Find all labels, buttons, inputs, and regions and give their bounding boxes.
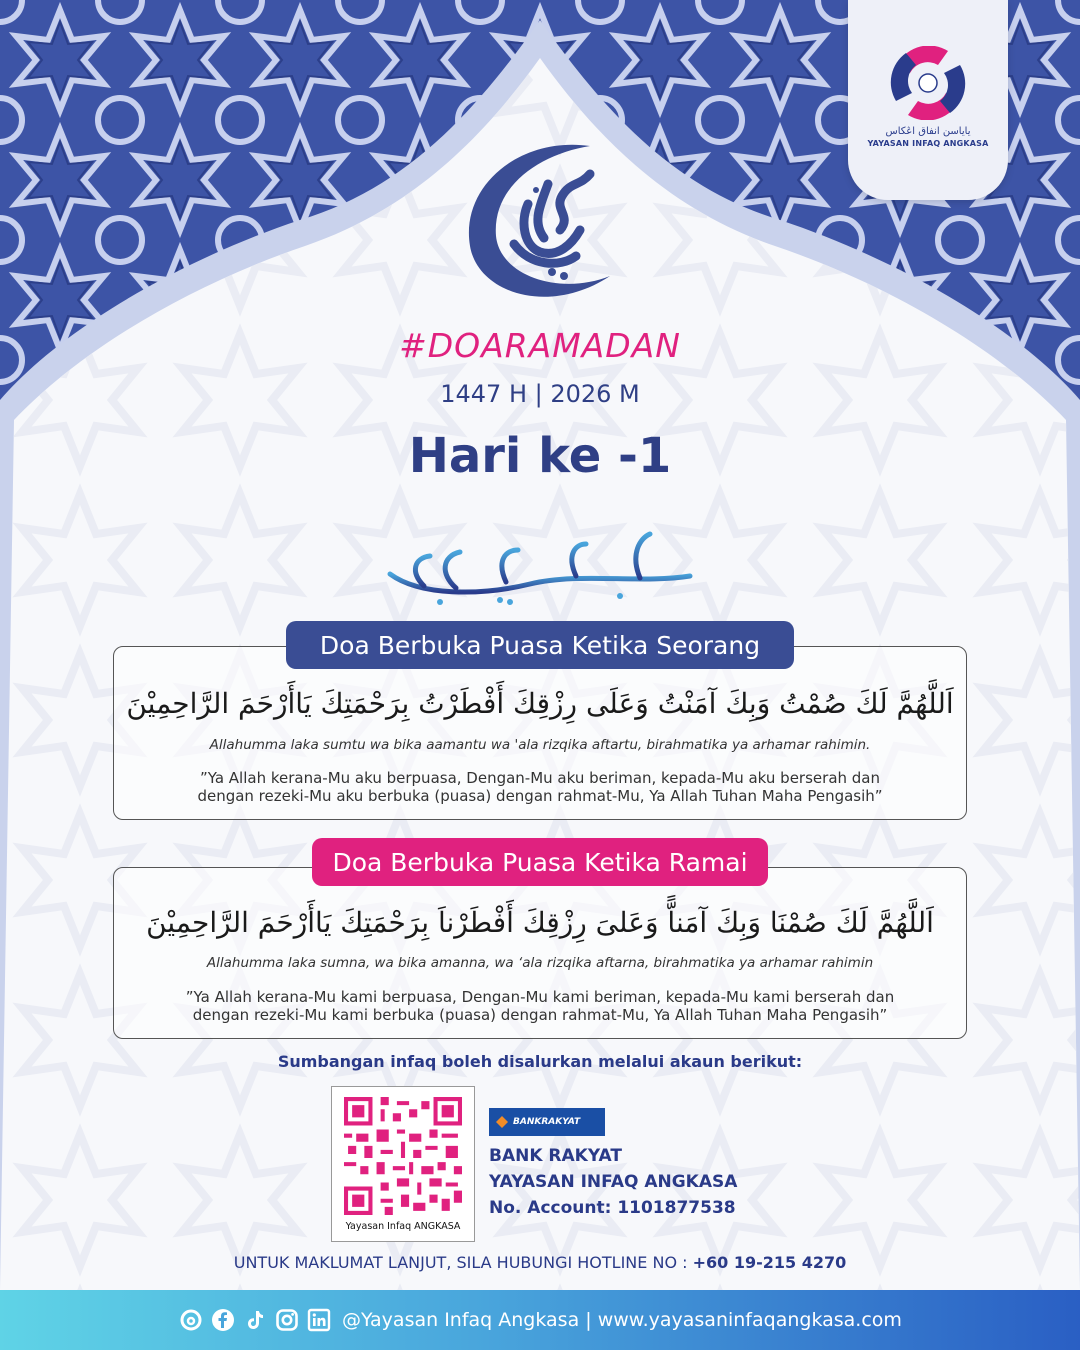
doa-title-seorang: Doa Berbuka Puasa Ketika Seorang — [286, 621, 794, 669]
qr-code-card[interactable] — [331, 1086, 475, 1242]
hotline-label: UNTUK MAKLUMAT LANJUT, SILA HUBUNGI HOTLINE NO : — [233, 1253, 693, 1272]
logo-name-arabic: ياياسن انفاق اڠكاس — [885, 126, 971, 137]
donation-title: Sumbangan infaq boleh disalurkan melalui akaun berikut: — [277, 1052, 803, 1071]
doa-transliteration: Allahumma laka sumtu wa bika aamantu wa 'ala rizqika aftartu, birahmatika ya arhamar rahimin. — [209, 737, 871, 753]
qr-label: Yayasan Infaq ANGKASA — [345, 1221, 461, 1232]
doa-transliteration: Allahumma laka sumna, wa bika amanna, wa ‘ala rizqika aftarna, birahmatika ya arhamar rahimin — [206, 955, 874, 971]
linkedin-icon[interactable] — [306, 1307, 332, 1333]
bank-rakyat-emblem-icon — [495, 1115, 509, 1129]
tiktok-icon[interactable] — [242, 1307, 268, 1333]
instagram-icon[interactable] — [274, 1307, 300, 1333]
doa-card-ramai — [113, 867, 967, 1039]
footer-handle[interactable]: @Yayasan Infaq Angkasa — [342, 1309, 580, 1331]
account-name: YAYASAN INFAQ ANGKASA — [489, 1172, 738, 1192]
footer-website[interactable]: www.yayasaninfaqangkasa.com — [597, 1309, 902, 1331]
doa-meaning — [134, 769, 946, 805]
social-icons — [178, 1307, 332, 1333]
doa-meaning-line: ”Ya Allah kerana-Mu aku berpuasa, Dengan-Mu aku beriman, kepada-Mu aku berserah dan — [199, 769, 881, 787]
doa-arabic-text: اَللَّهُمَّ لَكَ صُمْنَا وَبِكَ آمَناًّ وَعَلىَ رِزْقِكَ أَفْطَرْناَ بِرَحْمَتِكَ يَاأَرْحَمَ الرَّاحِمِيْنَ — [146, 906, 934, 939]
logo-card — [848, 0, 1008, 200]
basmala-calligraphy-icon — [380, 504, 700, 608]
doa-meaning-line: dengan rezeki-Mu kami berbuka (puasa) dengan rahmat-Mu, Ya Allah Tuhan Maha Pengasih” — [192, 1006, 888, 1024]
doa-meaning-line: ”Ya Allah kerana-Mu kami berpuasa, Dengan-Mu kami beriman, kepada-Mu kami berserah dan — [185, 988, 895, 1006]
facebook-icon[interactable] — [210, 1307, 236, 1333]
qr-code-icon — [344, 1097, 462, 1215]
doa-arabic-text: اَللَّهُمَّ لَكَ صُمْتُ وَبِكَ آمَنْتُ وَعَلَى رِزْقِكَ أَفْطَرْتُ بِرَحْمَتِكَ يَاأَرْحَمَ الرَّاحِمِيْنَ — [126, 687, 954, 720]
doa-meaning-line: dengan rezeki-Mu aku berbuka (puasa) dengan rahmat-Mu, Ya Allah Tuhan Maha Pengasih” — [197, 787, 883, 805]
ramadan-calligraphy-icon — [440, 126, 640, 316]
footer-separator: | — [579, 1309, 598, 1331]
doa-card-seorang — [113, 646, 967, 820]
threads-icon[interactable] — [178, 1307, 204, 1333]
bank-rakyat-logo — [489, 1108, 605, 1136]
year-label: 1447 H | 2026 M — [440, 380, 640, 408]
yayasan-logo-icon — [880, 46, 976, 120]
account-number: No. Account: 1101877538 — [489, 1198, 736, 1218]
logo-name-english: YAYASAN INFAQ ANGKASA — [867, 139, 989, 148]
day-title: Hari ke -1 — [408, 428, 672, 484]
hotline-info — [0, 1253, 1080, 1272]
bank-name: BANK RAKYAT — [489, 1146, 622, 1166]
footer-bar — [0, 1290, 1080, 1350]
hashtag-title: #DOARAMADAN — [399, 326, 681, 365]
hotline-number[interactable]: +60 19-215 4270 — [692, 1253, 847, 1272]
bank-logo-text: BANKRAKYAT — [513, 1117, 581, 1127]
doa-title-ramai: Doa Berbuka Puasa Ketika Ramai — [312, 838, 768, 886]
doa-meaning — [134, 988, 946, 1024]
